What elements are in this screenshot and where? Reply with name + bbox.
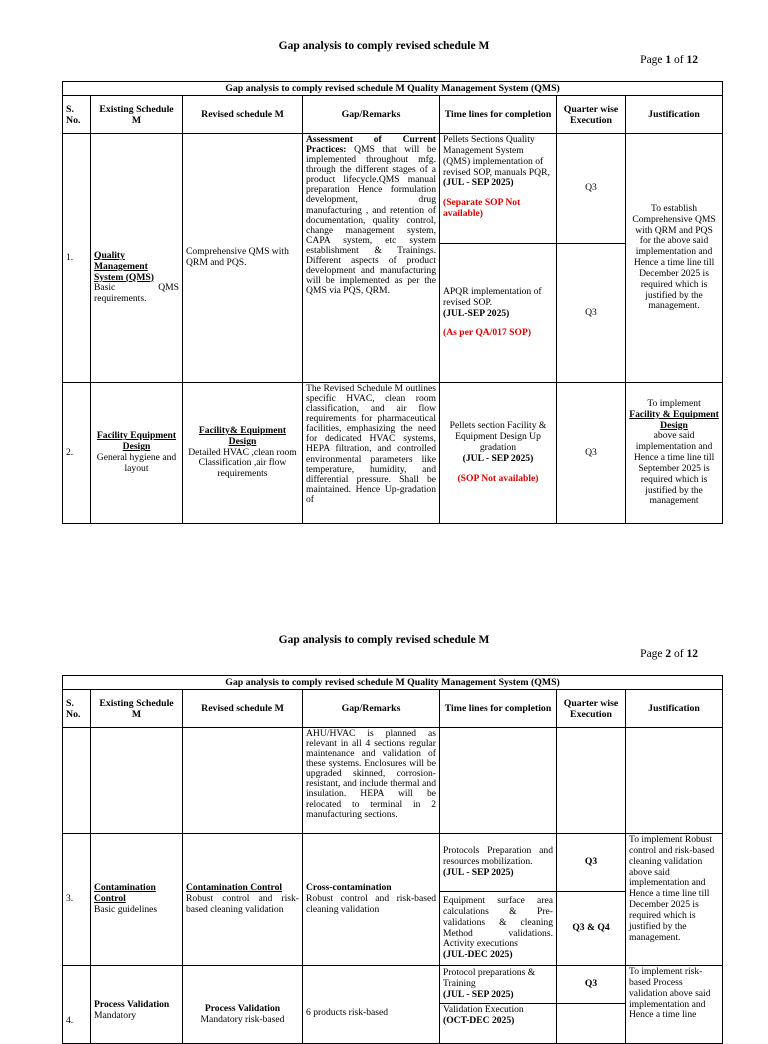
row2-existing (91, 383, 183, 524)
row3-tl1-text: Protocols Preparation and resources mobilization. (443, 845, 553, 868)
row3-timeline-1 (440, 834, 557, 892)
row2-tl-date: (JUL - SEP 2025) (462, 452, 534, 464)
row2-timeline (440, 383, 557, 524)
row1-gap (303, 134, 440, 383)
page1-page-number (640, 54, 698, 66)
header-timeline: Time lines for completion (440, 96, 557, 134)
row2-just-post: above said implementation and Hence a time line till September 2025 is required which is justified by the management (633, 430, 715, 507)
table-row (63, 834, 723, 892)
header-existing: Existing Schedule M (91, 96, 183, 134)
row3-justification: To implement Robust control and risk-based cleaning validation above said implementation and Hence a time line till December 2025 is required which is justified by the management. (626, 834, 723, 966)
row1-existing (91, 134, 183, 383)
page-num: 2 (665, 648, 672, 660)
row4-tl2-text: Validation Execution (443, 1004, 524, 1016)
row4-existing (91, 966, 183, 1044)
row3-tl2-date: (JUL-DEC 2025) (443, 949, 513, 961)
row4-tl1-text: Protocol preparations & Training (443, 967, 536, 990)
table-row (63, 966, 723, 1004)
row3-quarter-1: Q3 (557, 834, 626, 892)
row4-revised-text: Mandatory risk-based (200, 1013, 285, 1025)
row2-tl-text: Pellets section Facility & Equipment Design Up gradation (449, 420, 547, 454)
row1-tl2-text: APQR implementation of revised SOP. (443, 285, 542, 308)
row1-quarter-1: Q3 (557, 134, 626, 244)
row3-existing-text: Basic guidelines (94, 903, 158, 915)
row2-revised-title: Facility& Equipment Design (198, 424, 287, 447)
table-caption: Gap analysis to comply revised schedule M Quality Management System (QMS) (63, 676, 723, 690)
row1-tl2-date: (JUL-SEP 2025) (443, 307, 510, 319)
row4-revised-title: Process Validation (204, 1003, 281, 1015)
page-label: Page (640, 54, 666, 66)
page-of: of (671, 648, 687, 660)
row3-sno: 3. (63, 834, 91, 966)
page-of: of (671, 54, 687, 66)
row2-revised-text: Detailed HVAC ,clean room Classification ,air flow requirements (188, 446, 297, 480)
header-existing: Existing Schedule M (91, 690, 183, 728)
table-row (63, 134, 723, 244)
row1-gap-text: QMS that will be implemented throughout mfg. through the different stages of a product lifecycle.QMS manual preparation Hence formulation development, drug manufacturing , and retention of documentation, quality control, change management system, CAPA system, etc system establishment & Trainings. Different aspects of product development and manufacturing will be implemented as per the QMS via PQS, QRM. (306, 144, 436, 296)
row4-quarter-1: Q3 (557, 966, 626, 1004)
row4-tl2-date: (OCT-DEC 2025) (443, 1014, 515, 1026)
row3-existing-title: Contamination Control (94, 882, 156, 905)
row2-quarter: Q3 (557, 383, 626, 524)
row2-just-bold: Facility & Equipment Design (629, 408, 719, 431)
row3-gap-text: Robust control and risk-based cleaning validation (306, 893, 436, 915)
header-sno: S. No. (63, 690, 91, 728)
header-revised: Revised schedule M (183, 690, 303, 728)
header-justification: Justification (626, 96, 723, 134)
row3-tl1-date: (JUL - SEP 2025) (443, 866, 514, 878)
row3-timeline-2 (440, 892, 557, 966)
header-quarter: Quarter wise Execution (557, 690, 626, 728)
row4-sno: 4. (63, 966, 91, 1044)
page-label: Page (640, 648, 666, 660)
row3-revised-text: Robust control and risk-based cleaning validation (186, 893, 299, 915)
row2-tl-note: (SOP Not available) (457, 472, 539, 484)
row4-tl1-date: (JUL - SEP 2025) (443, 988, 514, 1000)
page2-gap-table (62, 675, 723, 1044)
row2-gap: The Revised Schedule M outlines specific HVAC, clean room classification, and air flow requirements for pharmaceutical facilities, emphasizing the need for dedicated HVAC systems, HEPA filtration, and controlled environmental parameters like temperature, humidity, and differential pressure. Shall be maintained. Hence Up-gradation of (303, 383, 440, 524)
header-sno: S. No. (63, 96, 91, 134)
row1-tl1-text: Pellets Sections Quality Management System (QMS) implementation of revised SOP, manuals PQR, (443, 134, 550, 178)
row2-sno: 2. (63, 383, 91, 524)
row3-revised (183, 834, 303, 966)
row2-justification (626, 383, 723, 524)
row3-gap-title: Cross-contamination (306, 882, 392, 894)
row1-tl2-note: (As per QA/017 SOP) (443, 327, 532, 339)
row1-quarter-2: Q3 (557, 244, 626, 383)
row2-existing-text: General hygiene and layout (96, 452, 177, 474)
page-num: 1 (665, 54, 672, 66)
row4-existing-text: Mandatory (94, 1009, 137, 1021)
page-total: 12 (686, 54, 698, 66)
page2-doc-title: Gap analysis to comply revised schedule M (278, 634, 490, 646)
page-total: 12 (686, 648, 698, 660)
row1-revised: Comprehensive QMS with QRM and PQS. (183, 134, 303, 383)
row1-tl1-date: (JUL - SEP 2025) (443, 177, 514, 189)
row1-justification: To establish Comprehensive QMS with QRM and PQS for the above said implementation and Hence a time line till December 2025 is required which is justified by the management. (626, 134, 723, 383)
row3-quarter-2: Q3 & Q4 (557, 892, 626, 966)
row2-just-pre: To implement (647, 397, 701, 409)
row4-revised (183, 966, 303, 1044)
row2-existing-title: Facility Equipment Design (96, 430, 177, 453)
table-row (63, 383, 723, 524)
page1-gap-table (62, 81, 723, 524)
row3-tl2-text: Equipment surface area calculations & Pre-validations & cleaning Method validations. Activity executions (443, 895, 553, 950)
row1-gap-bold: Assessment of Current Practices: (306, 134, 436, 156)
row1-tl1-note: (Separate SOP Not available) (443, 197, 521, 220)
page2-page-number (640, 648, 698, 660)
row4-justification: To implement risk-based Process validation above said implementation and Hence a time line (626, 966, 723, 1044)
row3-existing (91, 834, 183, 966)
row1-timeline-1 (440, 134, 557, 244)
header-revised: Revised schedule M (183, 96, 303, 134)
row1-timeline-2 (440, 244, 557, 383)
table-row (63, 728, 723, 834)
header-justification: Justification (626, 690, 723, 728)
table-caption: Gap analysis to comply revised schedule M Quality Management System (QMS) (63, 82, 723, 96)
page1-doc-title: Gap analysis to comply revised schedule M (278, 40, 490, 52)
row1-existing-title: Quality Management System (QMS) (94, 249, 154, 283)
header-gap: Gap/Remarks (303, 690, 440, 728)
row4-timeline-1 (440, 966, 557, 1004)
header-quarter: Quarter wise Execution (557, 96, 626, 134)
row3-gap (303, 834, 440, 966)
header-timeline: Time lines for completion (440, 690, 557, 728)
row4-gap: 6 products risk-based (303, 966, 440, 1044)
cont-gap: AHU/HVAC is planned as relevant in all 4 sections regular maintenance and validation of these systems. Enclosures will be upgraded skinned, corrosion-resistant, and include thermal and insulation. HEPA will be relocated to terminal in 2 manufacturing sections. (303, 728, 440, 834)
header-gap: Gap/Remarks (303, 96, 440, 134)
row1-sno: 1. (63, 134, 91, 383)
row4-existing-title: Process Validation (94, 999, 170, 1011)
row1-existing-text: Basic QMS requirements. (94, 282, 179, 305)
row3-revised-title: Contamination Control (186, 882, 283, 894)
row2-revised (183, 383, 303, 524)
